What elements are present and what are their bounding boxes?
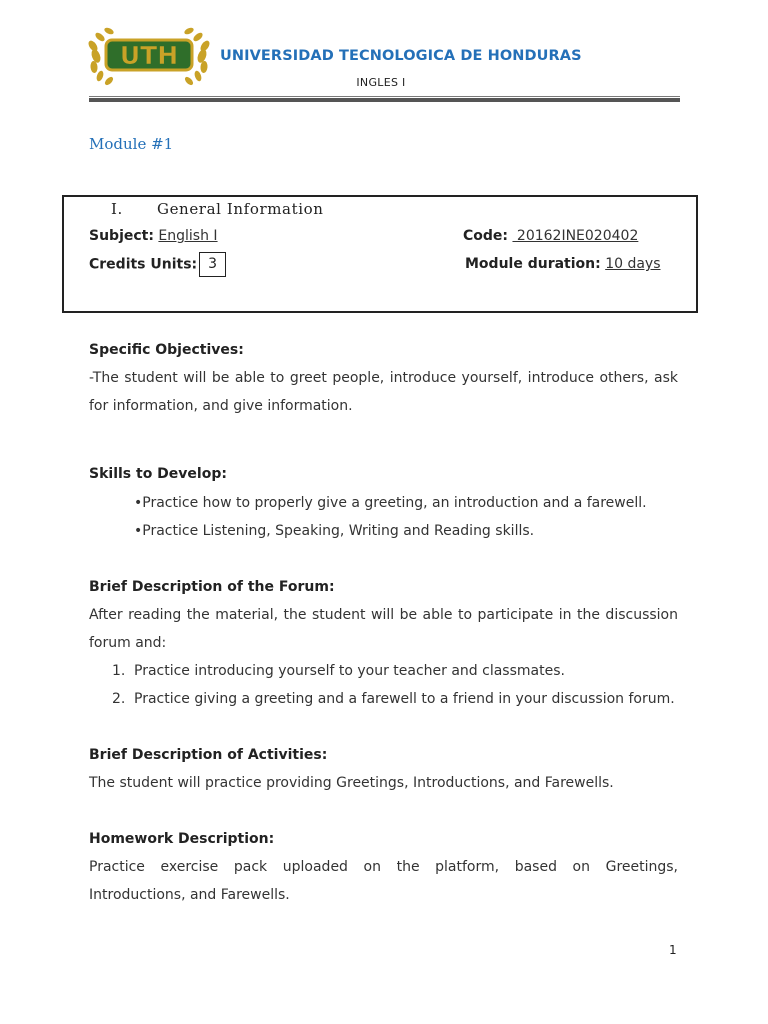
skills-title: Skills to Develop:: [89, 466, 227, 482]
homework-title: Homework Description:: [89, 831, 275, 847]
list-number: 1.: [112, 663, 126, 679]
university-logo: [84, 22, 214, 86]
general-info-heading: [111, 200, 324, 218]
course-name: INGLES I: [356, 76, 406, 89]
forum-title: Brief Description of the Forum:: [89, 579, 335, 595]
forum-list-item: [112, 663, 565, 679]
subject-value: English I: [158, 228, 218, 244]
skill-item: •Practice Listening, Speaking, Writing and Reading skills.: [134, 523, 535, 539]
module-title: Module #1: [89, 135, 174, 153]
code-label: Code:: [463, 228, 509, 244]
code-value: 20162INE020402: [512, 228, 639, 244]
page-number: 1: [669, 943, 677, 957]
activities-title: Brief Description of Activities:: [89, 747, 328, 763]
subject-row: [89, 228, 218, 244]
forum-list-item: [112, 691, 675, 707]
subject-label: Subject:: [89, 228, 154, 244]
skill-item: •Practice how to properly give a greeting, an introduction and a farewell.: [134, 495, 647, 511]
list-number: 2.: [112, 691, 126, 707]
duration-row: [465, 256, 661, 272]
activities-text: The student will practice providing Greetings, Introductions, and Farewells.: [89, 775, 614, 791]
logo-lettering: UTH: [119, 41, 179, 70]
duration-value: 10 days: [605, 256, 661, 272]
header-divider: [89, 96, 680, 97]
homework-text: Practice exercise pack uploaded on the platform, based on Greetings, Introductions, and Farewells.: [89, 859, 678, 903]
header-divider-thick: [89, 98, 680, 102]
objectives-text: -The student will be able to greet people, introduce yourself, introduce others, ask for information, and give information.: [89, 370, 678, 414]
list-text: Practice giving a greeting and a farewell to a friend in your discussion forum.: [134, 691, 675, 707]
list-text: Practice introducing yourself to your teacher and classmates.: [134, 663, 565, 679]
credits-row: [89, 252, 226, 277]
objectives-title: Specific Objectives:: [89, 342, 244, 358]
forum-text: After reading the material, the student will be able to participate in the discussion forum and:: [89, 607, 678, 651]
section-number: I.: [111, 200, 123, 218]
credits-value-box: 3: [199, 252, 226, 277]
credits-label: Credits Units:: [89, 256, 198, 273]
duration-label: Module duration:: [465, 256, 601, 272]
university-name: UNIVERSIDAD TECNOLOGICA DE HONDURAS: [220, 48, 582, 64]
section-heading: General Information: [157, 200, 324, 218]
code-row: [463, 228, 638, 244]
